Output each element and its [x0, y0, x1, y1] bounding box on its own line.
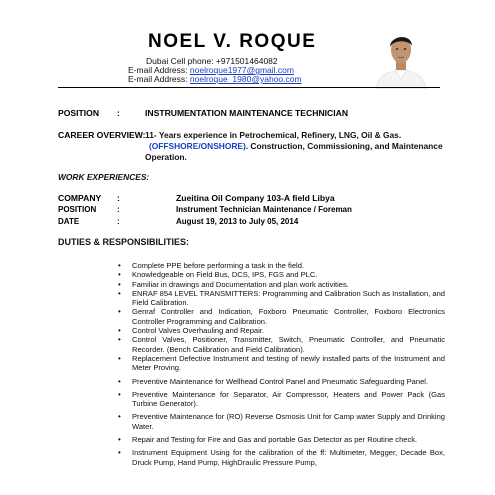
position-value: INSTRUMENTATION MAINTENANCE TECHNICIAN: [145, 108, 349, 118]
duty-item: • Replacement Defective Instrument and testing of newly installed parts of the Instrument and Meter Proving.: [113, 354, 445, 373]
email-link-1[interactable]: noelroque1977@gmail.com: [189, 65, 294, 75]
career-text-2: (OFFSHORE/ONSHORE): [149, 141, 246, 151]
work-position-value: Instrument Technician Maintenance / Foreman: [176, 205, 352, 214]
email-label-1: E-mail Address:: [128, 65, 190, 75]
duties-list: [113, 261, 445, 467]
duty-item: • Control Valves Overhauling and Repair.: [113, 326, 445, 335]
email-label-2: E-mail Address:: [128, 74, 190, 84]
career-text-1: 11- Years experience in Petrochemical, Refinery, LNG, Oil & Gas.: [145, 130, 402, 140]
duty-item: • Preventive Maintenance for (RO) Reverse Osmosis Unit for Camp water Supply and Drinking Water.: [113, 412, 445, 431]
work-position-colon: :: [117, 205, 120, 214]
work-experiences-heading: WORK EXPERIENCES:: [58, 172, 150, 182]
date-label: DATE: [58, 217, 80, 226]
company-label: COMPANY: [58, 193, 102, 203]
duties-heading: DUTIES & RESPONSIBILITIES:: [58, 237, 190, 247]
phone-line: Dubai Cell phone: +971501464082: [146, 56, 278, 66]
company-value: Zueitina Oil Company 103-A field Libya: [176, 193, 335, 203]
work-position-label: POSITION: [58, 205, 97, 214]
duty-item: • Familiar in drawings and Documentation and plan work activities.: [113, 280, 445, 289]
email-line-2: [128, 74, 302, 84]
duty-item: • ENRAF 854 LEVEL TRANSMITTERS: Programming and Calibration Such as Installation, and Field Calibration.: [113, 289, 445, 308]
applicant-photo: [372, 27, 430, 89]
duty-item: • Genraf Controller and Indication, Foxboro Pneumatic Controller, Foxboro Electronics Controller Programming and Calibration.: [113, 307, 445, 326]
applicant-name: NOEL V. ROQUE: [148, 31, 317, 52]
duty-item: • Control Valves, Positioner, Transmitter, Switch, Pneumatic Controller, and Pneumatic Recorder. (Bench Calibration and Field Calibration).: [113, 335, 445, 354]
date-value: August 19, 2013 to July 05, 2014: [176, 217, 299, 226]
position-colon: :: [117, 108, 120, 118]
duty-item: • Repair and Testing for Fire and Gas and portable Gas Detector as per Routine check.: [113, 435, 445, 444]
duty-item: • Preventive Maintenance for Separator, Air Compressor, Heaters and Power Pack (Gas Turbine Generator).: [113, 390, 445, 409]
header-divider: [58, 87, 440, 88]
email-link-2[interactable]: noelroque_1980@yahoo.com: [189, 74, 302, 84]
duty-item: • Preventive Maintenance for Wellhead Control Panel and Pneumatic Safeguarding Panel.: [113, 377, 445, 386]
career-text-3: . Construction, Commissioning, and Maintenance Operation.: [145, 141, 443, 162]
position-label: POSITION: [58, 108, 100, 118]
company-colon: :: [117, 193, 120, 203]
duty-item: • Instrument Equipment Using for the calibration of the ff: Multimeter, Megger, Decade Box, Druck Pump, Hand Pump, HighDraulic Pressure Pump,: [113, 448, 445, 467]
career-overview-text: [145, 130, 445, 163]
duty-item: • Complete PPE before performing a task in the field.: [113, 261, 445, 270]
career-label: CAREER OVERVIEW:: [58, 130, 146, 140]
date-colon: :: [117, 217, 120, 226]
duty-item: • Knowledgeable on Field Bus, DCS, IPS, FGS and PLC.: [113, 270, 445, 279]
